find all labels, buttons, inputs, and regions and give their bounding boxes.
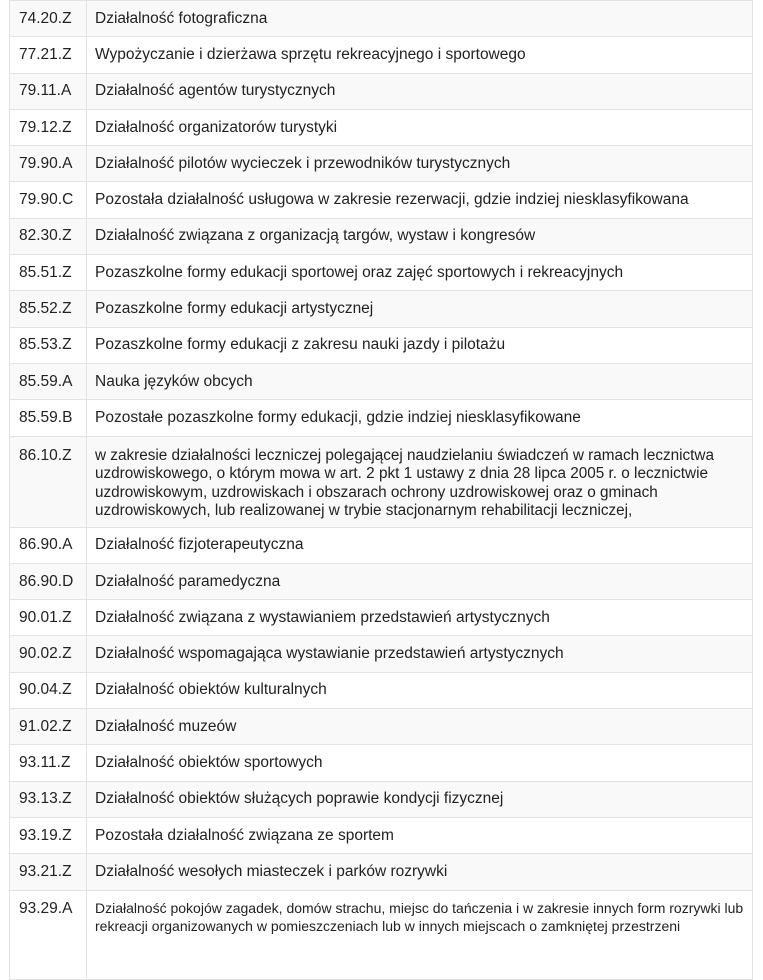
pkd-description: Działalność związana z wystawianiem przedstawień artystycznych bbox=[87, 600, 753, 636]
pkd-code: 91.02.Z bbox=[10, 709, 87, 745]
table-row bbox=[10, 745, 753, 781]
pkd-code: 85.59.A bbox=[10, 363, 87, 399]
pkd-code: 82.30.Z bbox=[10, 218, 87, 254]
pkd-description: Nauka języków obcych bbox=[87, 363, 753, 399]
pkd-code: 86.90.D bbox=[10, 563, 87, 599]
table-row bbox=[10, 37, 753, 73]
pkd-code: 79.90.A bbox=[10, 146, 87, 182]
pkd-code: 85.52.Z bbox=[10, 291, 87, 327]
table-row bbox=[10, 563, 753, 599]
table-row bbox=[10, 527, 753, 563]
pkd-code: 79.90.C bbox=[10, 182, 87, 218]
pkd-description: Wypożyczanie i dzierżawa sprzętu rekreacyjnego i sportowego bbox=[87, 37, 753, 73]
pkd-description: Działalność organizatorów turystyki bbox=[87, 109, 753, 145]
pkd-description: Działalność wspomagająca wystawianie przedstawień artystycznych bbox=[87, 636, 753, 672]
table-row bbox=[10, 600, 753, 636]
pkd-description: Pozaszkolne formy edukacji z zakresu nauki jazdy i pilotażu bbox=[87, 327, 753, 363]
table-row bbox=[10, 327, 753, 363]
pkd-description: Działalność paramedyczna bbox=[87, 563, 753, 599]
pkd-code: 85.59.B bbox=[10, 400, 87, 436]
pkd-code: 74.20.Z bbox=[10, 1, 87, 37]
table-row bbox=[10, 672, 753, 708]
table-row bbox=[10, 146, 753, 182]
pkd-code: 90.04.Z bbox=[10, 672, 87, 708]
pkd-description: Działalność agentów turystycznych bbox=[87, 73, 753, 109]
pkd-code: 79.11.A bbox=[10, 73, 87, 109]
pkd-description: Działalność fotograficzna bbox=[87, 1, 753, 37]
pkd-description: Pozostała działalność usługowa w zakresie rezerwacji, gdzie indziej niesklasyfikowana bbox=[87, 182, 753, 218]
pkd-code: 93.29.A bbox=[10, 890, 87, 979]
pkd-code: 85.51.Z bbox=[10, 255, 87, 291]
table-row bbox=[10, 400, 753, 436]
table-row bbox=[10, 709, 753, 745]
pkd-description: Działalność pilotów wycieczek i przewodników turystycznych bbox=[87, 146, 753, 182]
pkd-description: Pozaszkolne formy edukacji sportowej oraz zajęć sportowych i rekreacyjnych bbox=[87, 255, 753, 291]
pkd-code: 90.02.Z bbox=[10, 636, 87, 672]
pkd-description: Działalność pokojów zagadek, domów strachu, miejsc do tańczenia i w zakresie innych form rozrywki lub rekreacji organizowanych w pomieszczeniach lub w innych miejscach o zamkniętej przestrzeni bbox=[87, 890, 753, 979]
pkd-description: Działalność muzeów bbox=[87, 709, 753, 745]
table-row bbox=[10, 436, 753, 527]
pkd-description: Działalność fizjoterapeutyczna bbox=[87, 527, 753, 563]
pkd-codes-table-wrapper bbox=[9, 0, 752, 980]
pkd-description: w zakresie działalności leczniczej polegającej naudzielaniu świadczeń w ramach lecznictwa uzdrowiskowego, o którym mowa w art. 2 pkt 1 ustawy z dnia 28 lipca 2005 r. o lecznictwie uzdrowiskowym, uzdrowiskach i obszarach ochrony uzdrowiskowej oraz o gminach uzdrowiskowych, lub realizowanej w trybie stacjonarnym rehabilitacji leczniczej, bbox=[87, 436, 753, 527]
table-row bbox=[10, 781, 753, 817]
table-row bbox=[10, 182, 753, 218]
pkd-code: 93.13.Z bbox=[10, 781, 87, 817]
pkd-code: 93.21.Z bbox=[10, 854, 87, 890]
table-row bbox=[10, 363, 753, 399]
pkd-description: Działalność obiektów sportowych bbox=[87, 745, 753, 781]
table-row bbox=[10, 218, 753, 254]
pkd-code: 90.01.Z bbox=[10, 600, 87, 636]
table-body bbox=[10, 1, 753, 980]
pkd-code: 86.90.A bbox=[10, 527, 87, 563]
pkd-description: Pozostała działalność związana ze sportem bbox=[87, 817, 753, 853]
pkd-description: Działalność związana z organizacją targów, wystaw i kongresów bbox=[87, 218, 753, 254]
pkd-code: 86.10.Z bbox=[10, 436, 87, 527]
pkd-description: Działalność wesołych miasteczek i parków rozrywki bbox=[87, 854, 753, 890]
pkd-description: Pozaszkolne formy edukacji artystycznej bbox=[87, 291, 753, 327]
pkd-codes-table bbox=[9, 0, 753, 980]
pkd-code: 85.53.Z bbox=[10, 327, 87, 363]
table-row bbox=[10, 890, 753, 979]
pkd-description: Pozostałe pozaszkolne formy edukacji, gdzie indziej niesklasyfikowane bbox=[87, 400, 753, 436]
table-row bbox=[10, 73, 753, 109]
pkd-description: Działalność obiektów kulturalnych bbox=[87, 672, 753, 708]
table-row bbox=[10, 636, 753, 672]
table-row bbox=[10, 109, 753, 145]
table-row bbox=[10, 1, 753, 37]
table-row bbox=[10, 291, 753, 327]
pkd-code: 77.21.Z bbox=[10, 37, 87, 73]
table-row bbox=[10, 255, 753, 291]
table-row bbox=[10, 817, 753, 853]
pkd-description: Działalność obiektów służących poprawie kondycji fizycznej bbox=[87, 781, 753, 817]
table-row bbox=[10, 854, 753, 890]
pkd-code: 93.11.Z bbox=[10, 745, 87, 781]
pkd-code: 79.12.Z bbox=[10, 109, 87, 145]
pkd-code: 93.19.Z bbox=[10, 817, 87, 853]
